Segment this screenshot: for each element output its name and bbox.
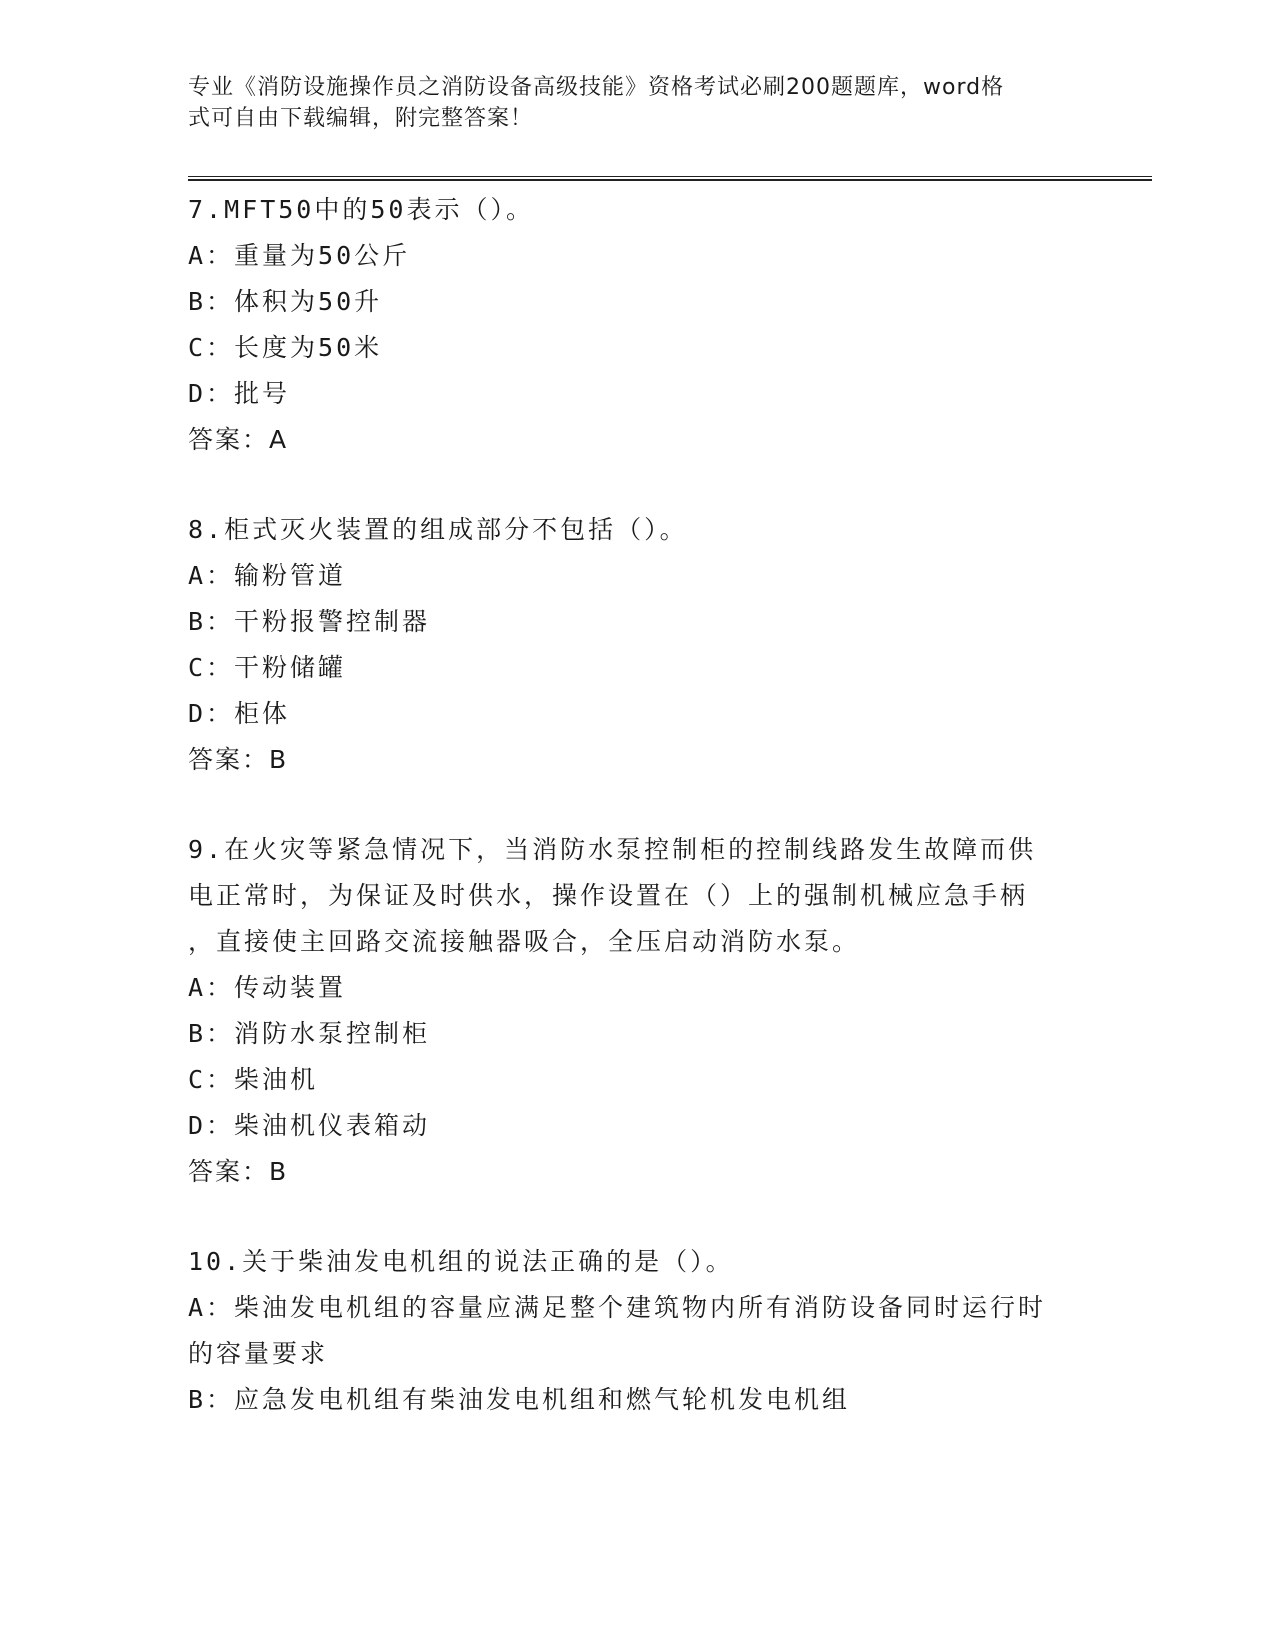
question-stem: 10.关于柴油发电机组的说法正确的是（）。 (188, 1247, 734, 1276)
header-divider-thick (188, 179, 1152, 181)
option-b: B：应急发电机组有柴油发电机组和燃气轮机发电机组 (188, 1385, 851, 1414)
header-line-2: 式可自由下载编辑，附完整答案！ (188, 106, 534, 131)
answer: 答案：B (188, 1157, 289, 1186)
option-c: C：长度为50米 (188, 333, 383, 362)
document-header (188, 72, 1068, 134)
option-b: B：体积为50升 (188, 287, 383, 316)
option-d: D：批号 (188, 379, 291, 408)
question-9 (188, 827, 1078, 1195)
option-a-line-2: 的容量要求 (188, 1339, 329, 1368)
question-stem-line-3: ，直接使主回路交流接触器吸合，全压启动消防水泵。 (188, 927, 861, 956)
option-a: A：重量为50公斤 (188, 241, 411, 270)
option-a: A：传动装置 (188, 973, 347, 1002)
option-c: C：干粉储罐 (188, 653, 347, 682)
question-8 (188, 507, 1078, 783)
option-b: B：干粉报警控制器 (188, 607, 431, 636)
option-d: D：柴油机仪表箱动 (188, 1111, 431, 1140)
option-d: D：柜体 (188, 699, 291, 728)
question-list (188, 187, 1078, 1467)
question-10 (188, 1239, 1078, 1423)
option-a: A：输粉管道 (188, 561, 347, 590)
header-divider-thin (188, 176, 1152, 177)
option-c: C：柴油机 (188, 1065, 319, 1094)
option-b: B：消防水泵控制柜 (188, 1019, 431, 1048)
option-a-line-1: A：柴油发电机组的容量应满足整个建筑物内所有消防设备同时运行时 (188, 1293, 1047, 1322)
question-7 (188, 187, 1078, 463)
question-stem-line-1: 9.在火灾等紧急情况下，当消防水泵控制柜的控制线路发生故障而供 (188, 835, 1037, 864)
answer: 答案：A (188, 425, 289, 454)
question-stem: 7.MFT50中的50表示（）。 (188, 195, 534, 224)
answer: 答案：B (188, 745, 289, 774)
header-line-1: 专业《消防设施操作员之消防设备高级技能》资格考试必刷200题题库，word格 (188, 75, 1005, 100)
question-stem: 8.柜式灭火装置的组成部分不包括（）。 (188, 515, 688, 544)
question-stem-line-2: 电正常时，为保证及时供水，操作设置在（）上的强制机械应急手柄 (188, 881, 1029, 910)
